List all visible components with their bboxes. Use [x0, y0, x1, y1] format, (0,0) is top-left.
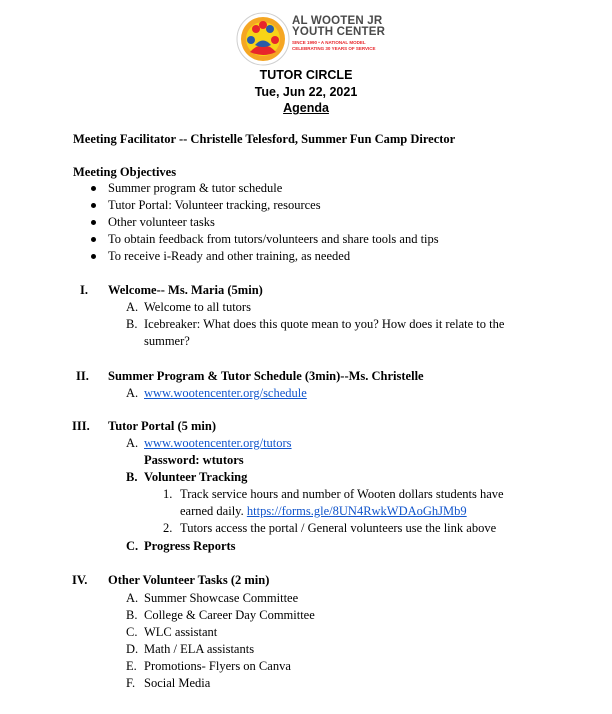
document-title: TUTOR CIRCLE	[259, 68, 353, 82]
objective-item: To obtain feedback from tutors/volunteers and share tools and tips	[108, 232, 439, 246]
logo-line-3: SINCE 1990 • A NATIONAL MODEL	[292, 40, 366, 45]
volunteer-task: College & Career Day Committee	[144, 608, 315, 622]
objective-item: Summer program & tutor schedule	[108, 181, 283, 195]
volunteer-task: Math / ELA assistants	[144, 642, 255, 656]
bullet-icon	[91, 237, 96, 242]
item-marker: A.	[126, 591, 139, 605]
item-marker: 1.	[163, 487, 173, 501]
objectives-heading: Meeting Objectives	[73, 165, 177, 179]
volunteer-task: WLC assistant	[144, 625, 218, 639]
section-4-numeral: IV.	[72, 573, 88, 587]
schedule-link[interactable]: www.wootencenter.org/schedule	[144, 386, 307, 400]
item-marker: D.	[126, 642, 139, 656]
agenda-subtitle: Agenda	[283, 101, 329, 115]
section-4-title: Other Volunteer Tasks (2 min)	[108, 573, 270, 587]
logo-line-4: CELEBRATING 30 YEARS OF SERVICE	[292, 46, 376, 51]
meeting-facilitator: Meeting Facilitator -- Christelle Telesford, Summer Fun Camp Director	[73, 132, 456, 146]
bullet-icon	[91, 203, 96, 208]
wooten-center-logo	[236, 12, 386, 66]
item-marker: B.	[126, 608, 138, 622]
volunteer-task: Promotions- Flyers on Canva	[144, 659, 291, 673]
objective-item: To receive i-Ready and other training, as needed	[108, 249, 351, 263]
tracking-form-link[interactable]: https://forms.gle/8UN4RwkWDAoGhJMb9	[246, 504, 467, 518]
section-1-title: Welcome-- Ms. Maria (5min)	[108, 283, 263, 297]
objective-item: Tutor Portal: Volunteer tracking, resources	[108, 198, 321, 212]
volunteer-task: Summer Showcase Committee	[144, 591, 299, 605]
section-1-item-b: Icebreaker: What does this quote mean to you? How does it relate to the	[144, 317, 505, 331]
portal-password: Password: wtutors	[144, 453, 244, 467]
section-3-title: Tutor Portal (5 min)	[108, 419, 216, 433]
tutors-link[interactable]: www.wootencenter.org/tutors	[144, 436, 292, 450]
section-1-item-b-cont: summer?	[144, 334, 190, 348]
item-marker: A.	[126, 436, 139, 450]
item-marker: C.	[126, 625, 138, 639]
section-2-numeral: II.	[76, 369, 89, 383]
item-marker: B.	[126, 317, 138, 331]
item-marker: 2.	[163, 521, 173, 535]
bullet-icon	[91, 254, 96, 259]
item-marker: E.	[126, 659, 137, 673]
bullet-icon	[91, 220, 96, 225]
tracking-step-2: Tutors access the portal / General volunteers use the link above	[180, 521, 497, 535]
volunteer-task: Social Media	[144, 676, 211, 690]
section-3-numeral: III.	[72, 419, 90, 433]
item-marker: C.	[126, 539, 139, 553]
volunteer-tracking-title: Volunteer Tracking	[144, 470, 248, 484]
logo-line-2: YOUTH CENTER	[292, 26, 386, 38]
item-marker: F.	[126, 676, 136, 690]
objective-item: Other volunteer tasks	[108, 215, 215, 229]
tracking-step-1-cont: earned daily.	[180, 504, 244, 518]
bullet-icon	[91, 186, 96, 191]
section-1-item-a: Welcome to all tutors	[144, 300, 251, 314]
logo-line-1: AL WOOTEN JR	[292, 15, 383, 27]
item-marker: A.	[126, 300, 139, 314]
section-1-numeral: I.	[80, 283, 88, 297]
meeting-date: Tue, Jun 22, 2021	[254, 85, 358, 99]
progress-reports-title: Progress Reports	[144, 539, 236, 553]
section-2-title: Summer Program & Tutor Schedule (3min)--Ms. Christelle	[108, 369, 424, 383]
item-marker: B.	[126, 470, 138, 484]
tracking-step-1: Track service hours and number of Wooten dollars students have	[180, 487, 504, 501]
item-marker: A.	[126, 386, 139, 400]
